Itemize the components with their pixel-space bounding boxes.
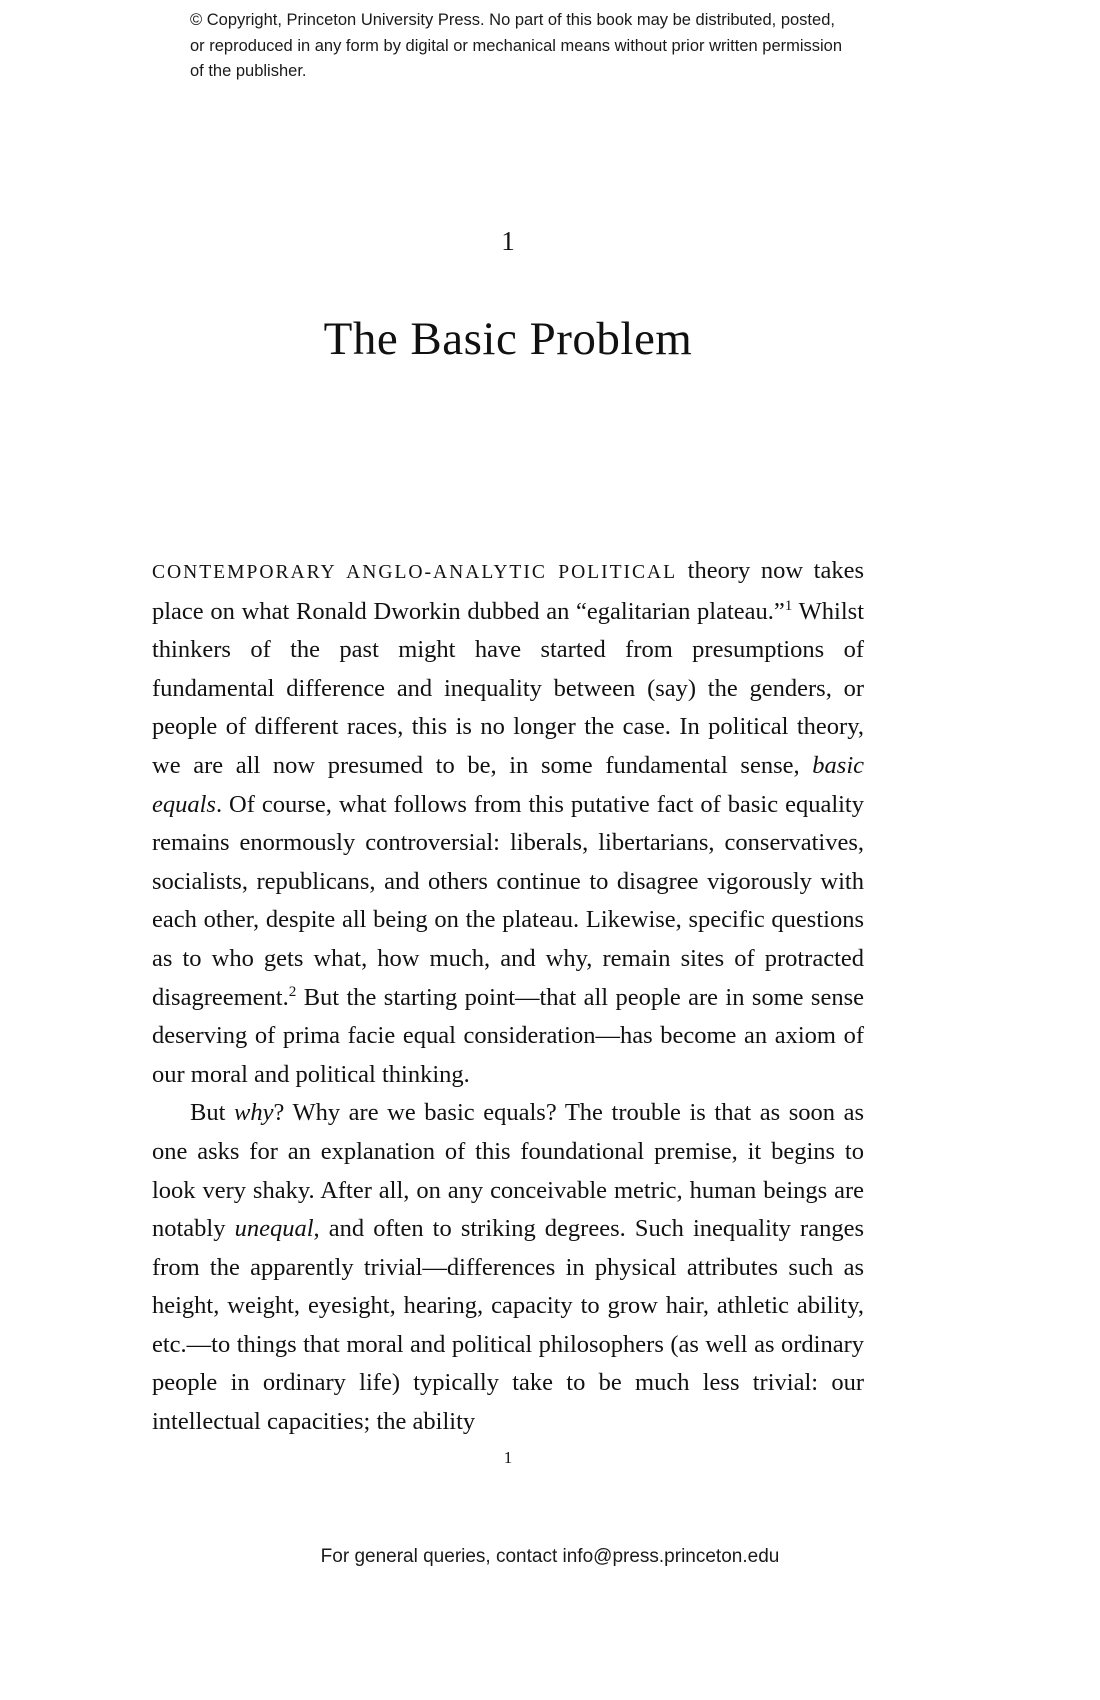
paragraph xyxy=(152,552,864,1094)
text-run: But the starting point—that all people are in some sense deserving of prima facie equal consideration—has become an axiom of our moral and political thinking. xyxy=(152,983,864,1088)
text-run: . Of course, what follows from this putative fact of basic equality remains enormously controversial: liberals, libertarians, conservatives, socialists, republicans, and others continue to disagree vigorously with each other, despite all being on the plateau. Likewise, specific questions as to who gets what, how much, and why, remain sites of protracted disagreement. xyxy=(152,790,864,1011)
page-number: 1 xyxy=(503,1448,513,1467)
text-run: 2 xyxy=(288,982,297,1000)
text-run: why xyxy=(233,1099,274,1127)
text-run: ? Why are we basic equals? The trouble is that as soon as one asks for an explanation of this foundational premise, it begins to look very shaky. After all, on any conceivable metric, human beings are notably xyxy=(152,1099,864,1243)
footer-contact-line: For general queries, contact info@press.princeton.edu xyxy=(320,1546,780,1567)
text-run: , and often to striking degrees. Such inequality ranges from the apparently trivial—differences in physical attributes such as height, weight, eyesight, hearing, capacity to grow hair, athletic ability, etc.—to things that moral and political philosophers (as well as ordinary people in ordinary life) typically take to be much less trivial: our intellectual capacities; the ability xyxy=(152,1215,864,1436)
paragraph xyxy=(152,1094,864,1441)
body-text xyxy=(152,552,864,1442)
text-run: Whilst thinkers of the past might have started from presumptions of fundamental difference and inequality between (say) the genders, or people of different races, this is no longer the case. In political theory, we are all now presumed to be, in some fundamental sense, xyxy=(152,597,864,779)
text-run: 1 xyxy=(784,596,793,614)
text-run: basic equals xyxy=(152,751,864,818)
chapter-number: 1 xyxy=(501,226,515,256)
text-run: theory now takes place on what Ronald Dworkin dubbed an “egalitarian plateau.” xyxy=(152,557,865,625)
text-run: But xyxy=(190,1099,234,1127)
chapter-title: The Basic Problem xyxy=(323,313,693,365)
copyright-notice: © Copyright, Princeton University Press. No part of this book may be distributed, posted, or reproduced in any form by digital or mechanical means without prior written permission of the publisher. xyxy=(190,11,843,81)
text-run: unequal xyxy=(234,1215,314,1243)
text-run: CONTEMPORARY ANGLO-ANALYTIC POLITICAL xyxy=(152,562,678,583)
